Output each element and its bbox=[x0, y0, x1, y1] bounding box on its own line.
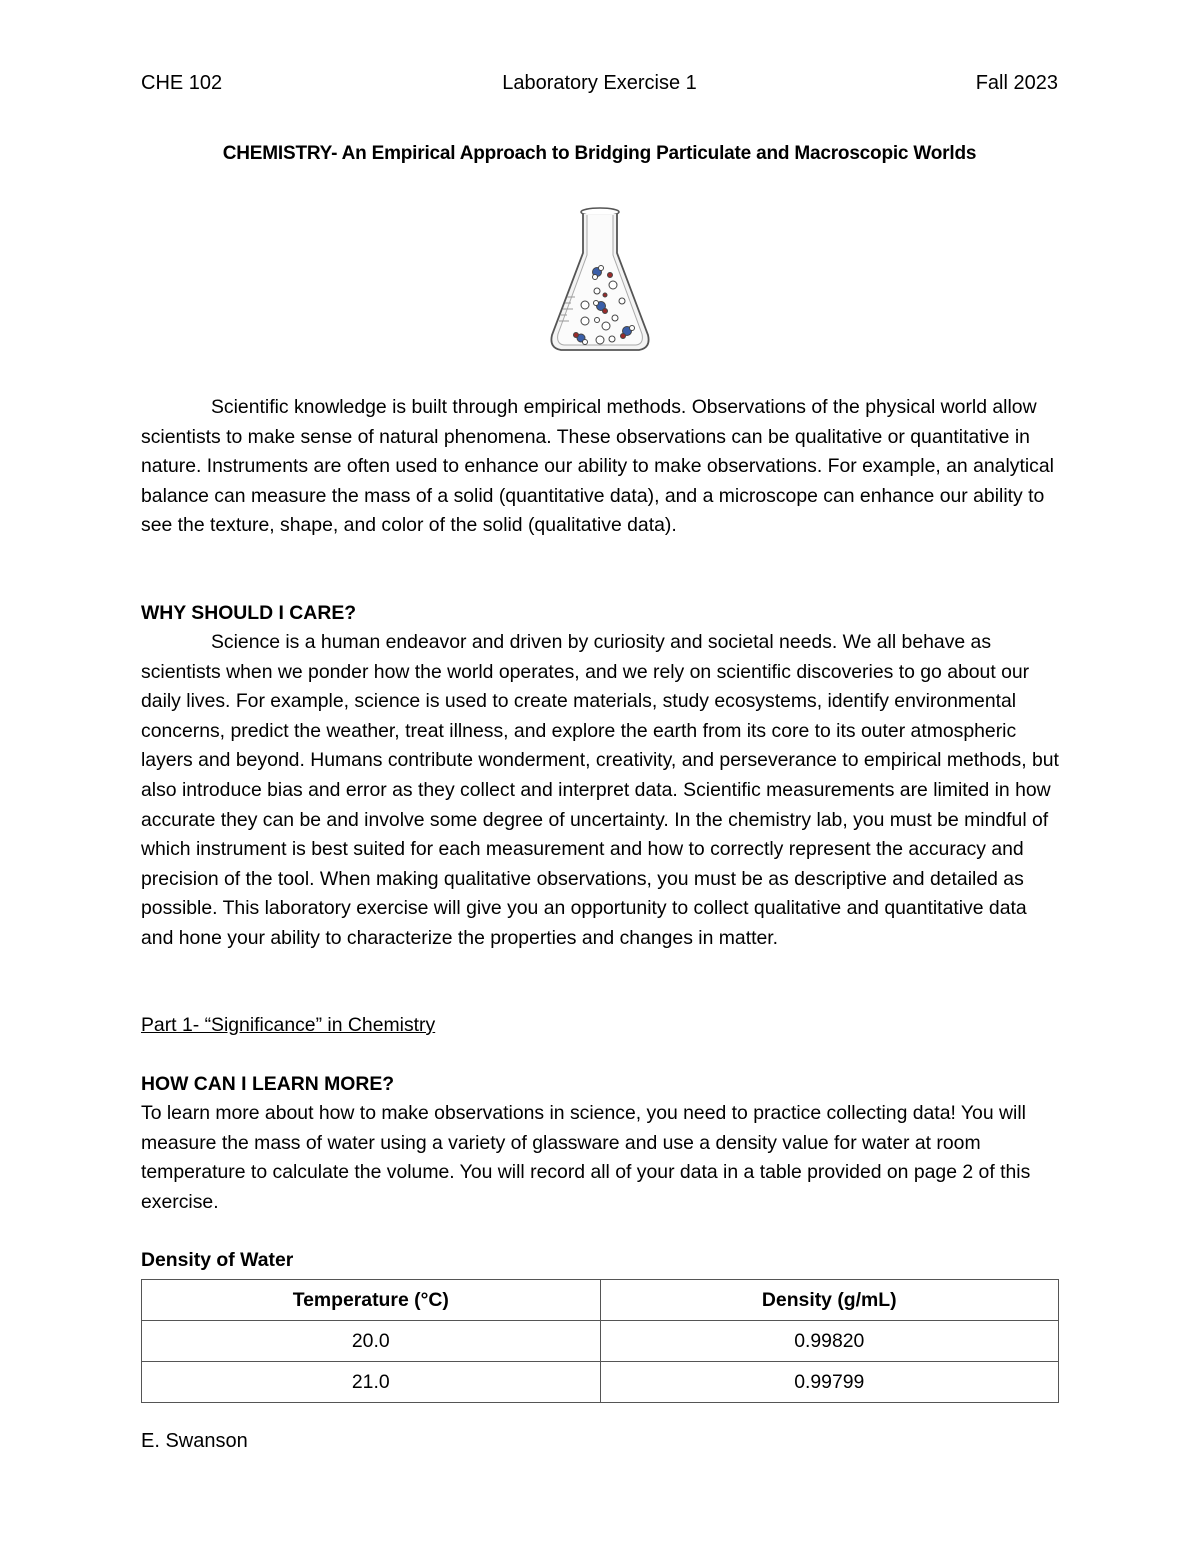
why-care-heading: WHY SHOULD I CARE? bbox=[141, 602, 357, 624]
why-care-paragraph: Science is a human endeavor and driven by curiosity and societal needs. We all behave as scientists when we ponder how the world operates, and we rely on scientific discoveries to go about our daily lives. For example, science is used to create materials, study ecosystems, identify environmental concerns, predict the weather, treat illness, and explore the earth from its core to its outer atmospheric layers and beyond. Humans contribute wonderment, creativity, and perseverance to empirical methods, but also introduce bias and error as they collect and interpret data. Scientific measurements are limited in how accurate they can be and involve some degree of uncertainty. In the chemistry lab, you must be mindful of which instrument is best suited for each measurement and how to correctly represent the accuracy and precision of the tool. When making qualitative observations, you must be as descriptive and detailed as possible. This laboratory exercise will give you an opportunity to collect qualitative and quantitative data and hone your ability to characterize the properties and changes in matter. bbox=[141, 631, 1059, 949]
table-row bbox=[142, 1362, 1059, 1403]
density-cell: 0.99799 bbox=[600, 1362, 1059, 1403]
table-row bbox=[142, 1321, 1059, 1362]
term-label: Fall 2023 bbox=[975, 72, 1058, 94]
column-header-density: Density (g/mL) bbox=[600, 1280, 1059, 1321]
part1-heading-row bbox=[141, 1011, 1063, 1041]
learn-more-heading: HOW CAN I LEARN MORE? bbox=[141, 1073, 395, 1095]
learn-more-paragraph: To learn more about how to make observations in science, you need to practice collecting data! You will measure the mass of water using a variety of glassware and use a density value for water at room temperature to calculate the volume. You will record all of your data in a table provided on page 2 of this exercise. bbox=[141, 1102, 1031, 1213]
intro-paragraph: Scientific knowledge is built through empirical methods. Observations of the physical world allow scientists to make sense of natural phenomena. These observations can be qualitative or quantitative in nature. Instruments are often used to enhance our ability to make observations. For example, an analytical balance can measure the mass of a solid (quantitative data), and a microscope can enhance our ability to see the texture, shape, and color of the solid (qualitative data). bbox=[141, 396, 1054, 537]
exercise-title: Laboratory Exercise 1 bbox=[502, 72, 697, 94]
table-header-row bbox=[142, 1280, 1059, 1321]
document-title: CHEMISTRY- An Empirical Approach to Bridging Particulate and Macroscopic Worlds bbox=[222, 143, 977, 164]
density-cell: 0.99820 bbox=[600, 1321, 1059, 1362]
page-header bbox=[141, 68, 1058, 98]
author-name: E. Swanson bbox=[141, 1430, 248, 1452]
erlenmeyer-flask-with-molecules-icon bbox=[545, 203, 655, 358]
part1-heading: Part 1- “Significance” in Chemistry bbox=[141, 1014, 436, 1036]
course-code: CHE 102 bbox=[141, 72, 223, 94]
density-table-heading: Density of Water bbox=[141, 1249, 294, 1271]
temperature-cell: 20.0 bbox=[142, 1321, 601, 1362]
density-of-water-table bbox=[141, 1279, 1059, 1403]
column-header-temperature: Temperature (°C) bbox=[142, 1280, 601, 1321]
temperature-cell: 21.0 bbox=[142, 1362, 601, 1403]
